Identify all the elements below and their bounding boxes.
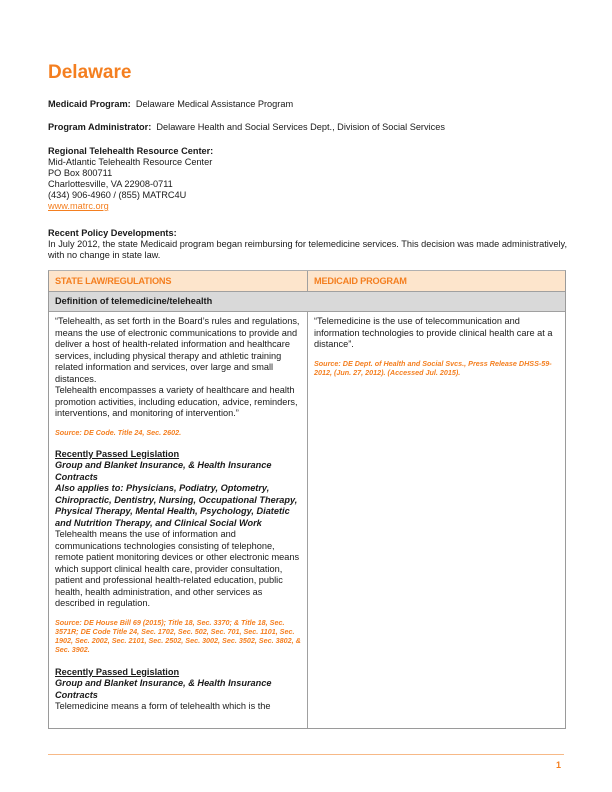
medicaid-program (48, 99, 293, 110)
regional-center-city: Charlottesville, VA 22908-0711 (48, 179, 173, 189)
recent-policy-text: In July 2012, the state Medicaid program began reimbursing for telemedicine services. This decision was made administratively, with no change in state law. (48, 239, 567, 260)
recent-policy (48, 228, 568, 261)
regional-center-name: Mid-Atlantic Telehealth Resource Center (48, 157, 213, 167)
page-number: 1 (556, 760, 562, 770)
regional-center-po-box: PO Box 800711 (48, 168, 113, 178)
legislation-subheading: Group and Blanket Insurance, & Health Insurance Contracts (55, 460, 272, 482)
program-administrator (48, 122, 445, 133)
regional-center-label: Regional Telehealth Resource Center: (48, 146, 214, 156)
column-divider (307, 271, 308, 292)
column-divider (307, 312, 308, 728)
medicaid-program-label: Medicaid Program: (48, 99, 131, 109)
state-law-cell (55, 316, 303, 713)
legislation-text: Telehealth means the use of information and communications technologies consisting of telephone, remote patient monitoring devices or other electronic means which support clinical health care, provider consultation, patient and professional health-related education, public health, health administration, and other services as described in regulation. (55, 529, 300, 609)
section-row (49, 292, 565, 312)
regional-center-phone: (434) 906-4960 / (855) MATRC4U (48, 190, 187, 200)
law-source: Source: DE Code. Title 24, Sec. 2602. (55, 427, 182, 437)
law-paragraph: Telehealth encompasses a variety of healthcare and health promotion activities, including education, advice, reminders, interventions, and monitoring of intervention.” (55, 385, 298, 418)
medicaid-cell (314, 316, 562, 377)
legislation-heading: Recently Passed Legislation (55, 448, 180, 459)
section-title: Definition of telemedicine/telehealth (55, 296, 213, 306)
legislation-text: Telemedicine means a form of telehealth which is the (55, 701, 271, 712)
recent-policy-label: Recent Policy Developments: (48, 228, 177, 238)
legislation-heading: Recently Passed Legislation (55, 666, 180, 677)
header-medicaid-program: MEDICAID PROGRAM (314, 276, 407, 286)
policy-table (48, 270, 566, 729)
medicaid-paragraph: “Telemedicine is the use of telecommunication and information technologies to provide clinical health care at a distance”. (314, 316, 553, 349)
program-administrator-value: Delaware Health and Social Services Dept., Division of Social Services (156, 122, 445, 132)
legislation-subheading: Group and Blanket Insurance, & Health Insurance Contracts (55, 678, 272, 700)
medicaid-program-value: Delaware Medical Assistance Program (135, 99, 294, 109)
regional-center (48, 146, 213, 212)
page-title: Delaware (48, 62, 132, 83)
medicaid-source: Source: DE Dept. of Health and Social Svcs., Press Release DHSS-59-2012, (Jun. 27, 2012). (Accessed Jul. 2015). (314, 358, 552, 377)
regional-center-website-link[interactable]: www.matrc.org (48, 201, 109, 211)
legislation-source: Source: DE House Bill 69 (2015); Title 18, Sec. 3370; & Title 18, Sec. 3571R; DE Code Title 24, Sec. 1702, Sec. 502, Sec. 701, Sec. 1101, Sec. 1902, Sec. 2002, Sec. 2101, Sec. 2502, Sec. 3002, Sec. 3502, Sec. 3802, & Sec. 3902. (55, 617, 301, 655)
footer-divider (48, 754, 564, 755)
program-administrator-label: Program Administrator: (48, 122, 152, 132)
law-paragraph: “Telehealth, as set forth in the Board’s rules and regulations, means the use of electronic communications to provide and deliver a host of health-related information and healthcare services, including physical therapy and athletic training related information and services, over large and small distances. (55, 316, 300, 384)
header-state-law: STATE LAW/REGULATIONS (55, 276, 172, 286)
legislation-applies-to: Also applies to: Physicians, Podiatry, Optometry, Chiropractic, Dentistry, Nursing, Occupational Therapy, Physical Therapy, Mental Health, Psychology, Diatetic and Nutrition Therapy, and Clinical Social Work (55, 483, 298, 528)
